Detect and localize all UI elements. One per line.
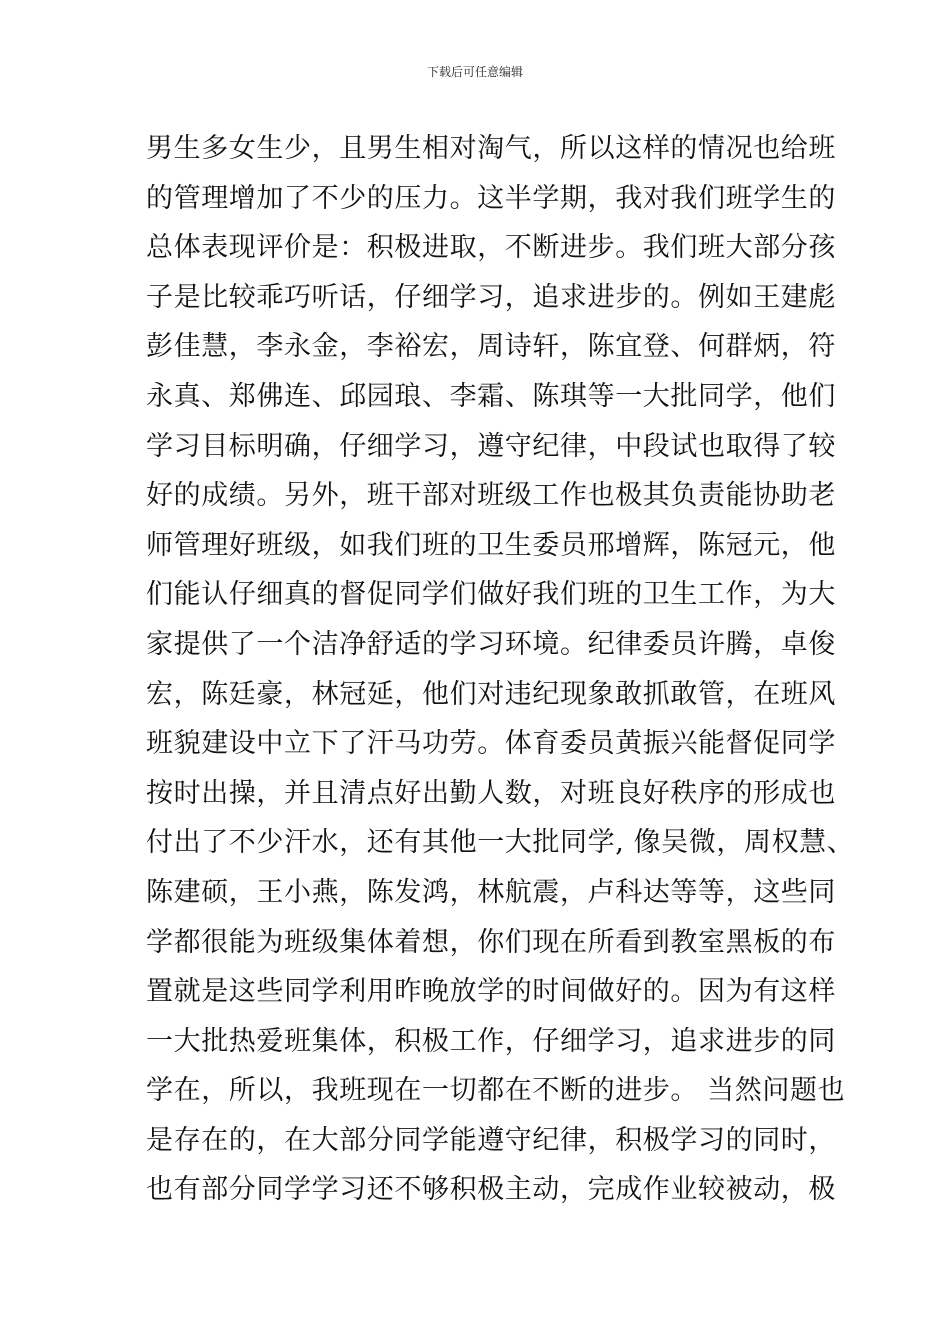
- body-line: 也有部分同学学习还不够积极主动，完成作业较被动，极: [146, 1174, 836, 1206]
- body-line: 们能认仔细真的督促同学们做好我们班的卫生工作，为大: [146, 579, 836, 611]
- body-line: 置就是这些同学利用昨晚放学的时间做好的。因为有这样: [146, 976, 836, 1008]
- body-text: [146, 124, 855, 1215]
- body-line: 的管理增加了不少的压力。这半学期，我对我们班学生的: [146, 182, 836, 214]
- body-line: 陈建硕，王小燕，陈发鸿，林航震，卢科达等等，这些同: [146, 876, 836, 908]
- body-line: 总体表现评价是：积极进取，不断进步。我们班大部分孩: [146, 232, 836, 264]
- body-line: 班貌建设中立下了汗马功劳。体育委员黄振兴能督促同学: [146, 728, 836, 760]
- body-line: 学习目标明确，仔细学习，遵守纪律，中段试也取得了较: [146, 430, 836, 462]
- body-line: 付出了不少汗水，还有其他一大批同学, 像吴微，周权慧、: [146, 827, 855, 859]
- body-line: 一大批热爱班集体，积极工作，仔细学习，追求进步的同: [146, 1025, 836, 1057]
- body-line: 按时出操，并且清点好出勤人数，对班良好秩序的形成也: [146, 777, 836, 809]
- body-line: 学在，所以，我班现在一切都在不断的进步。 当然问题也: [146, 1075, 846, 1107]
- body-line: 永真、郑佛连、邱园琅、李霜、陈琪等一大批同学，他们: [146, 380, 836, 412]
- body-line: 家提供了一个洁净舒适的学习环境。纪律委员许腾，卓俊: [146, 628, 836, 660]
- body-line: 师管理好班级，如我们班的卫生委员邢增辉，陈冠元，他: [146, 529, 836, 561]
- body-line: 好的成绩。另外，班干部对班级工作也极其负责能协助老: [146, 480, 836, 512]
- body-line: 宏，陈廷豪，林冠延，他们对违纪现象敢抓敢管，在班风: [146, 678, 836, 710]
- body-line: 男生多女生少，且男生相对淘气，所以这样的情况也给班: [146, 133, 836, 164]
- body-line: 子是比较乖巧听话，仔细学习，追求进步的。例如王建彪: [146, 281, 836, 313]
- page-header: 下载后可任意编辑: [426, 65, 523, 79]
- body-line: 是存在的，在大部分同学能遵守纪律，积极学习的同时，: [146, 1124, 836, 1156]
- body-line: 彭佳慧，李永金，李裕宏，周诗轩，陈宜登、何群炳，符: [146, 331, 836, 363]
- body-line: 学都很能为班级集体着想，你们现在所看到教室黑板的布: [146, 926, 836, 958]
